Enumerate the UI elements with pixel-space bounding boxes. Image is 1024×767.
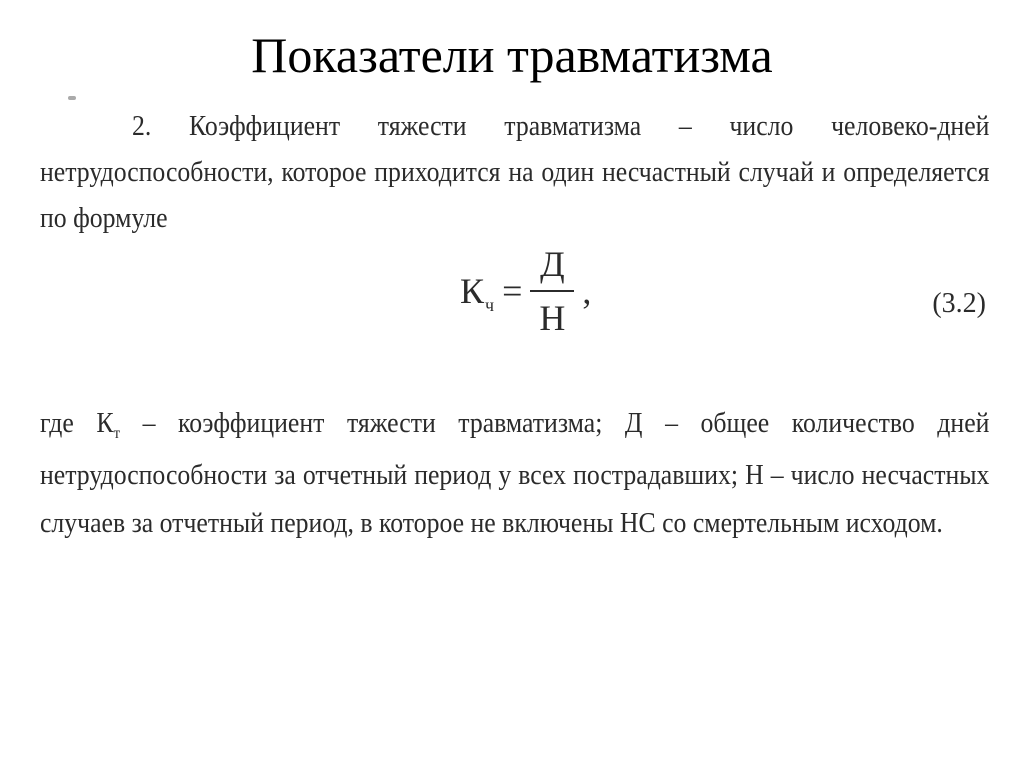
fraction-bar (530, 290, 574, 292)
formula-equals: = (502, 271, 523, 311)
equation-number: (3.2) (932, 288, 986, 319)
definition-paragraph: 2. Коэффициент тяжести травматизма – число человеко-дней нетрудоспособности, которое приходится на один несчастный случай и определяется по формуле (40, 111, 990, 234)
formula-comma: , (582, 271, 592, 311)
formula-lhs-subscript: ч (485, 295, 495, 315)
scanned-text-block (40, 104, 990, 539)
formula-numerator: Д (540, 244, 565, 284)
legend-subscript: т (113, 425, 121, 442)
formula (460, 242, 591, 340)
legend-paragraph (40, 400, 989, 548)
formula-denominator: Н (539, 298, 566, 338)
formula-row (40, 242, 990, 352)
scan-artifact (68, 96, 76, 100)
slide-title: Показатели травматизма (251, 27, 773, 83)
formula-lhs (460, 270, 495, 315)
legend-body: – коэффициент тяжести травматизма; Д – общее количество дней нетрудоспособности за отчетный период у всех пострадавших; Н – число несчастных случаев за отчетный период, в которое не включены НС со смертельным исходом. (40, 408, 990, 539)
formula-fraction (530, 242, 574, 340)
legend-lead: где К (40, 408, 114, 439)
formula-lhs-symbol: К (460, 271, 485, 311)
